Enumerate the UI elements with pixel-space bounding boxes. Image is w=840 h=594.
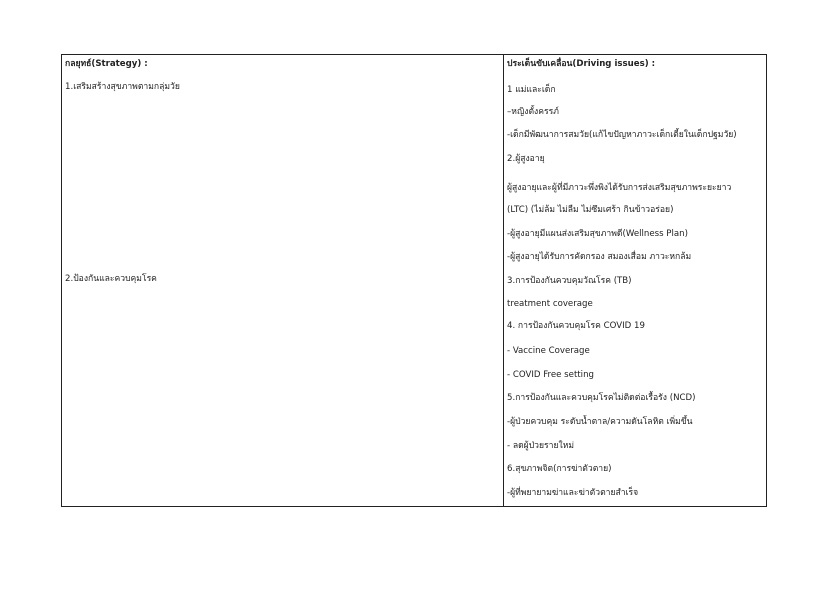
- issue-line: (LTC) (ไม่ล้ม ไม่ลืม ไม่ซึมเศร้า กินข้าวอร่อย): [507, 205, 674, 215]
- issue-line: ผู้สูงอายุและผู้ที่มีภาวะพึ่งพิงได้รับการส่งเสริมสุขภาพระยะยาว: [507, 183, 732, 193]
- strategy-item-2: 2.ป้องกันและควบคุมโรค: [65, 274, 157, 284]
- issue-line: - ลดผู้ป่วยรายใหม่: [507, 441, 575, 451]
- issue-line: -ผู้ป่วยควบคุม ระดับน้ำตาล/ความดันโลหิต เพิ่มขึ้น: [507, 417, 693, 427]
- strategy-column: [62, 55, 504, 506]
- issue-line: 1 แม่และเด็ก: [507, 85, 556, 95]
- issue-line: 6.สุขภาพจิต(การฆ่าตัวตาย): [507, 464, 612, 474]
- strategy-item-1: 1.เสริมสร้างสุขภาพตามกลุ่มวัย: [65, 82, 180, 92]
- issue-line: –หญิงตั้งครรภ์: [507, 107, 559, 117]
- issue-line: - COVID Free setting: [507, 370, 594, 380]
- issue-line: - Vaccine Coverage: [507, 346, 590, 356]
- driving-issues-header: ประเด็นขับเคลื่อน(Driving issues) :: [507, 59, 656, 69]
- issue-line: -ผู้ที่พยายามฆ่าและฆ่าตัวตายสำเร็จ: [507, 488, 639, 498]
- issue-line: 3.การป้องกันควบคุมวัณโรค (TB): [507, 276, 632, 286]
- issue-line: 5.การป้องกันและควบคุมโรคไม่ติดต่อเรื้อรัง (NCD): [507, 393, 696, 403]
- issue-line: 2.ผู้สูงอายุ: [507, 154, 545, 164]
- strategy-header: กลยุทธ์(Strategy) :: [65, 59, 148, 69]
- issue-line: -ผู้สูงอายุได้รับการคัดกรอง สมองเสื่อม ภาวะหกล้ม: [507, 252, 692, 262]
- strategy-table: [61, 54, 767, 507]
- issue-line: -ผู้สูงอายุมีแผนส่งเสริมสุขภาพดี(Wellness Plan): [507, 229, 688, 239]
- driving-issues-column: [504, 55, 766, 506]
- issue-line: treatment coverage: [507, 299, 593, 309]
- issue-line: -เด็กมีพัฒนาการสมวัย(แก้ไขปัญหาภาวะเด็กเตี้ยในเด็กปฐมวัย): [507, 130, 737, 140]
- issue-line: 4. การป้องกันควบคุมโรค COVID 19: [507, 321, 645, 331]
